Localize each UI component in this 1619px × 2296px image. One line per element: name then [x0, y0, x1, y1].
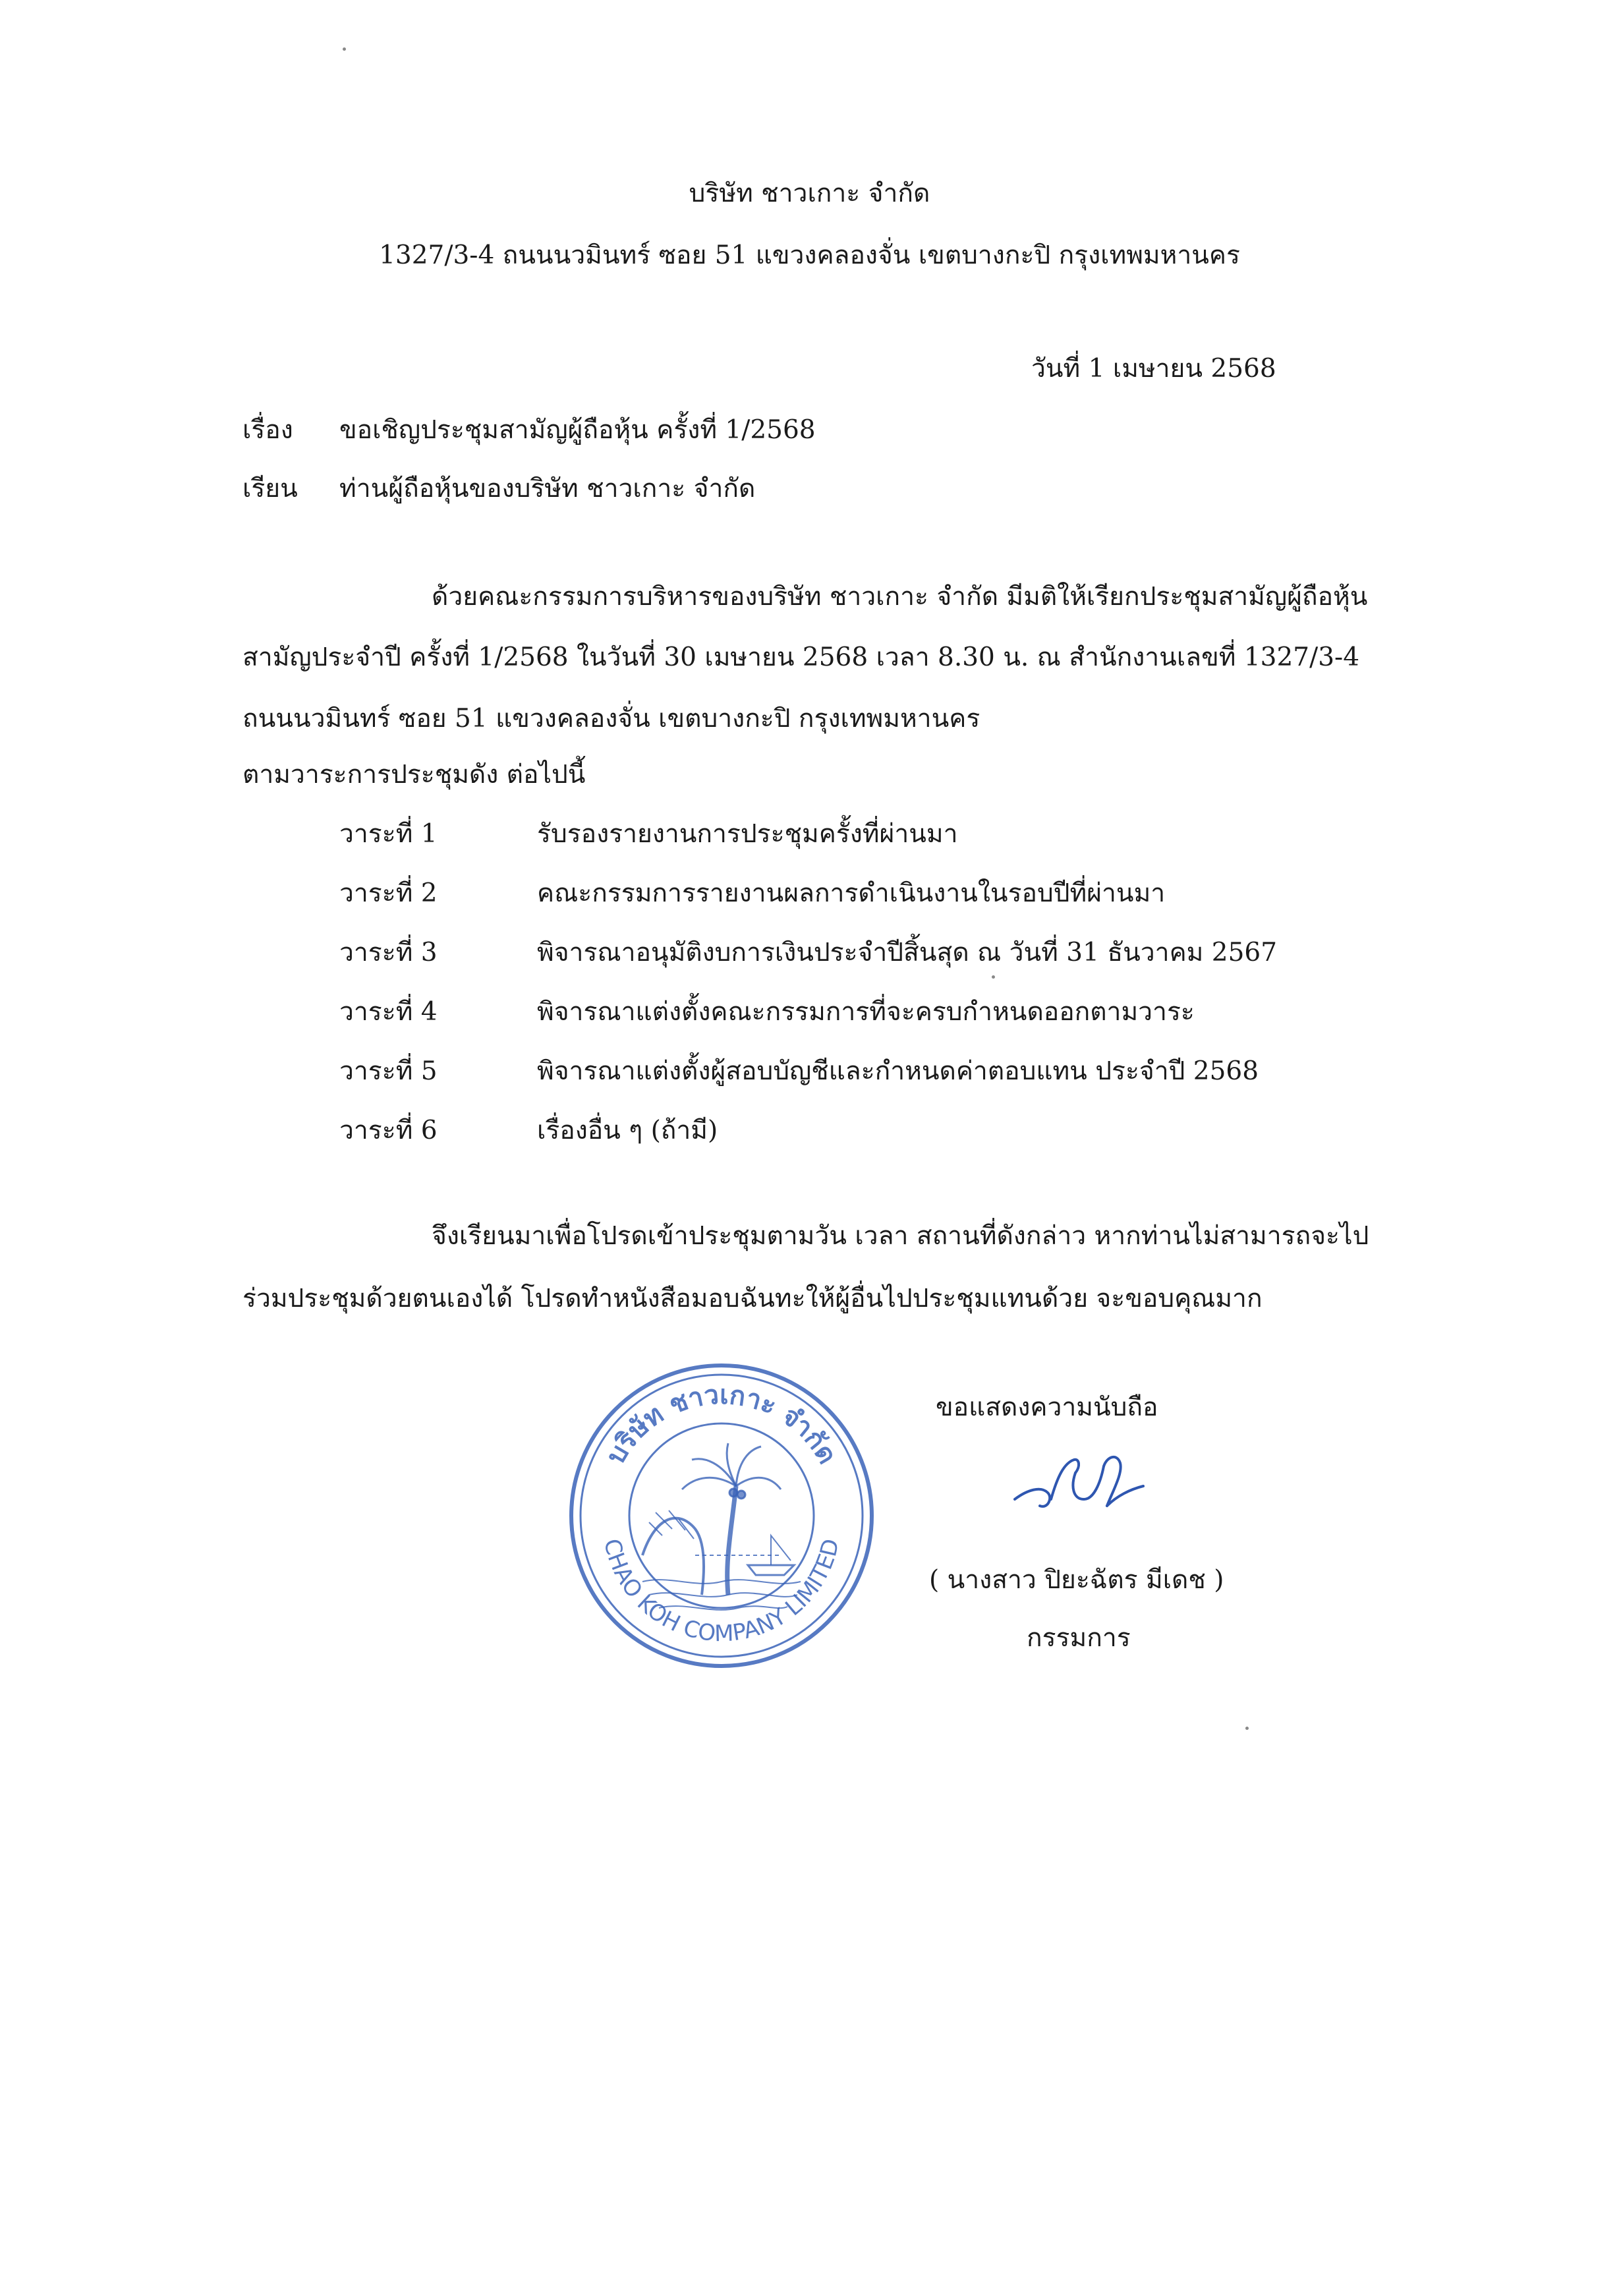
- closing-line-1: จึงเรียนมาเพื่อโปรดเข้าประชุมตามวัน เวลา สถานที่ดังกล่าว หากท่านไม่สามารถจะไป: [432, 1221, 1369, 1251]
- signer-name: ( นางสาว ปิยะฉัตร มีเดช ): [929, 1565, 1224, 1595]
- agenda-text: รับรองรายงานการประชุมครั้งที่ผ่านมา: [537, 819, 958, 849]
- agenda-number: วาระที่ 6: [339, 1116, 438, 1145]
- scan-speck: [1245, 1727, 1249, 1730]
- agenda-text: พิจารณาอนุมัติงบการเงินประจำปีสิ้นสุด ณ วันที่ 31 ธันวาคม 2567: [537, 938, 1278, 967]
- agenda-text: เรื่องอื่น ๆ (ถ้ามี): [537, 1116, 718, 1145]
- agenda-number: วาระที่ 2: [339, 878, 438, 908]
- scan-speck: [343, 47, 346, 51]
- agenda-number: วาระที่ 5: [339, 1056, 438, 1086]
- company-name: บริษัท ชาวเกาะ จำกัด: [689, 179, 930, 208]
- scan-speck: [992, 975, 995, 979]
- body-line-1: ด้วยคณะกรรมการบริหารของบริษัท ชาวเกาะ จำกัด มีมติให้เรียกประชุมสามัญผู้ถือหุ้น: [432, 582, 1368, 612]
- seal-bottom-text: CHAO KOH COMPANY LIMITED: [598, 1536, 845, 1648]
- recipient-text: ท่านผู้ถือหุ้นของบริษัท ชาวเกาะ จำกัด: [339, 474, 756, 503]
- agenda-text: พิจารณาแต่งตั้งคณะกรรมการที่จะครบกำหนดออกตามวาระ: [537, 997, 1195, 1027]
- agenda-number: วาระที่ 4: [339, 997, 438, 1027]
- letter-date: วันที่ 1 เมษายน 2568: [1031, 354, 1276, 384]
- signer-title: กรรมการ: [1027, 1623, 1131, 1653]
- body-line-2: สามัญประจำปี ครั้งที่ 1/2568 ในวันที่ 30 เมษายน 2568 เวลา 8.30 น. ณ สำนักงานเลขที่ 1327/3-4: [242, 643, 1360, 672]
- seal-top-text: บริษัท ชาวเกาะ จำกัด: [600, 1379, 843, 1470]
- company-address: 1327/3-4 ถนนนวมินทร์ ซอย 51 แขวงคลองจั่น เขตบางกะปิ กรุงเทพมหานคร: [379, 241, 1240, 270]
- company-seal-stamp: [563, 1358, 880, 1674]
- closing-line-2: ร่วมประชุมด้วยตนเองได้ โปรดทำหนังสือมอบฉันทะให้ผู้อื่นไปประชุมแทนด้วย จะขอบคุณมาก: [242, 1284, 1263, 1313]
- subject-text: ขอเชิญประชุมสามัญผู้ถือหุ้น ครั้งที่ 1/2568: [339, 415, 816, 445]
- body-line-4: ตามวาระการประชุมดัง ต่อไปนี้: [242, 760, 586, 789]
- handwritten-signature: [1002, 1437, 1160, 1522]
- subject-label: เรื่อง: [242, 415, 293, 445]
- agenda-number: วาระที่ 3: [339, 938, 438, 967]
- seal-illustration: [642, 1443, 801, 1610]
- body-line-3: ถนนนวมินทร์ ซอย 51 แขวงคลองจั่น เขตบางกะปิ กรุงเทพมหานคร: [242, 704, 980, 733]
- regards-text: ขอแสดงความนับถือ: [936, 1392, 1158, 1422]
- agenda-text: คณะกรรมการรายงานผลการดำเนินงานในรอบปีที่ผ่านมา: [537, 878, 1166, 908]
- agenda-number: วาระที่ 1: [339, 819, 438, 849]
- agenda-text: พิจารณาแต่งตั้งผู้สอบบัญชีและกำหนดค่าตอบแทน ประจำปี 2568: [537, 1056, 1259, 1086]
- recipient-label: เรียน: [242, 474, 298, 503]
